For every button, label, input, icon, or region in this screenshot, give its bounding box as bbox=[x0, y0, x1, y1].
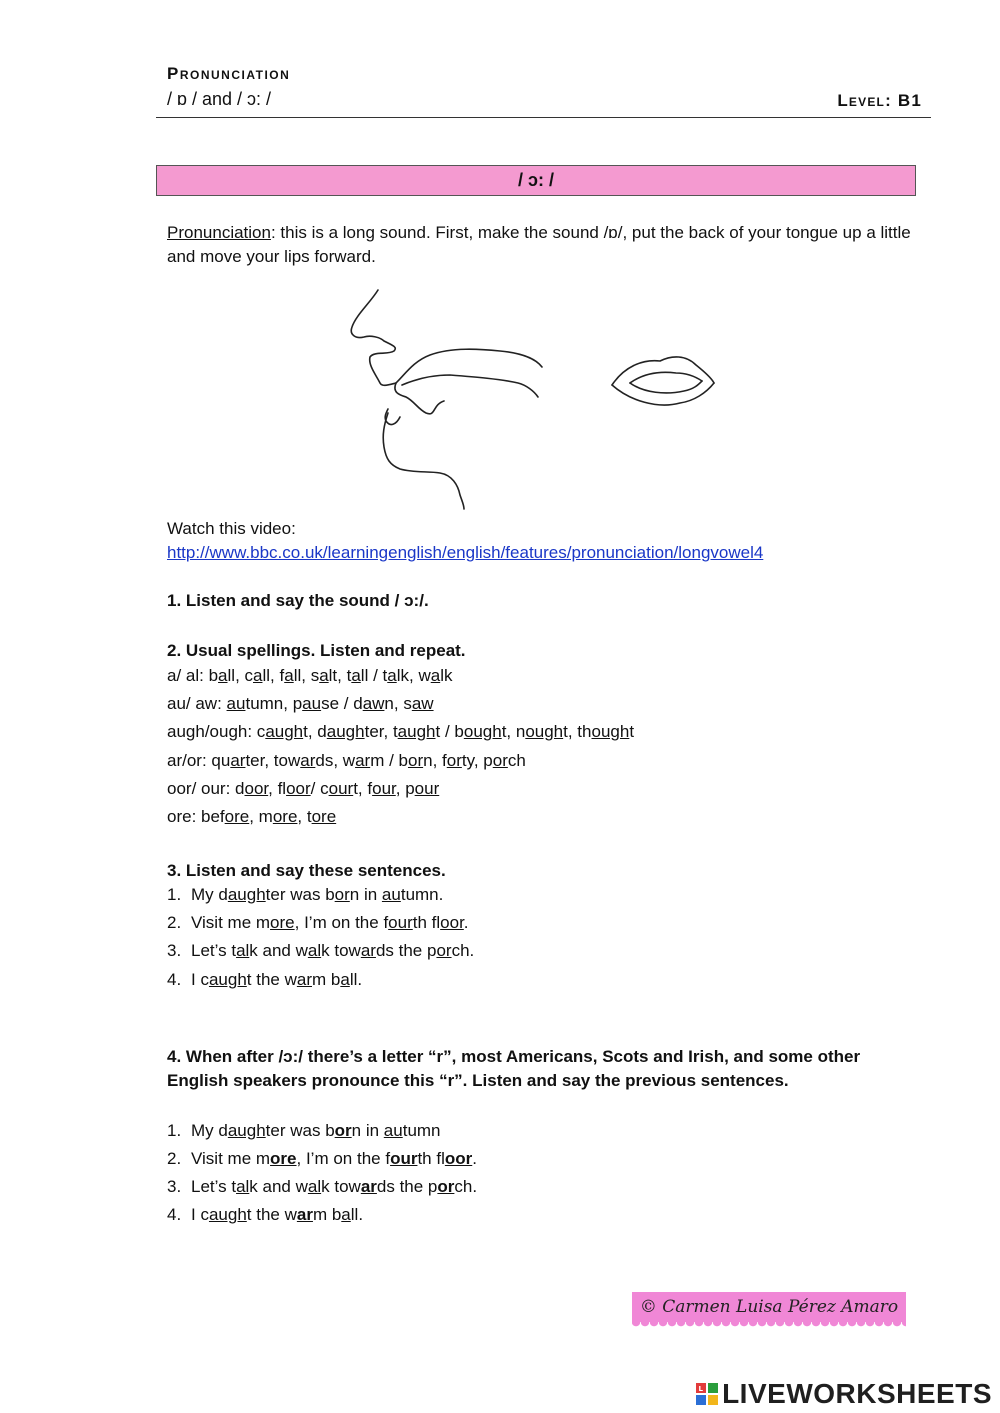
highlighted-spelling: or bbox=[436, 941, 452, 960]
highlighted-spelling: au bbox=[302, 694, 322, 713]
text-segment: ter, t bbox=[364, 722, 398, 741]
highlighted-spelling: augh bbox=[208, 970, 247, 989]
text-segment: ch. bbox=[454, 1177, 478, 1196]
text-segment: , p bbox=[395, 779, 415, 798]
highlighted-spelling: al bbox=[307, 941, 322, 960]
text-segment: tumn bbox=[402, 1121, 441, 1140]
highlighted-spelling: ore bbox=[270, 913, 295, 932]
text-segment: ll. bbox=[349, 970, 363, 989]
text-segment: th fl bbox=[412, 913, 441, 932]
text-segment: Let’s t bbox=[191, 1177, 237, 1196]
text-segment: . bbox=[463, 913, 469, 932]
sentence-item bbox=[167, 911, 469, 935]
highlighted-spelling: al bbox=[236, 941, 250, 960]
highlighted-spelling: or bbox=[492, 751, 508, 770]
text-segment: ds the p bbox=[375, 941, 437, 960]
highlighted-r-spelling: or bbox=[437, 1177, 455, 1196]
sentence-number: 3. bbox=[167, 941, 182, 960]
text-segment: t, th bbox=[563, 722, 592, 741]
text-segment: k and w bbox=[249, 1177, 308, 1196]
highlighted-spelling: augh bbox=[265, 722, 304, 741]
highlighted-spelling: ar bbox=[360, 941, 376, 960]
text-segment: ter was b bbox=[265, 885, 335, 904]
logo-mark-text: L bbox=[698, 1385, 704, 1393]
highlighted-spelling: augh bbox=[208, 1205, 247, 1224]
spelling-line bbox=[167, 777, 439, 801]
highlighted-spelling: ore bbox=[311, 807, 337, 826]
spelling-line bbox=[167, 805, 336, 829]
text-segment: n in bbox=[349, 885, 382, 904]
highlighted-spelling: au bbox=[226, 694, 246, 713]
text-segment: th fl bbox=[417, 1149, 445, 1168]
highlighted-spelling: ore bbox=[272, 807, 298, 826]
highlighted-r-spelling: ore bbox=[270, 1149, 297, 1168]
sentence-number: 2. bbox=[167, 913, 182, 932]
text-segment: t, f bbox=[353, 779, 373, 798]
highlighted-spelling: a bbox=[351, 666, 361, 685]
text-segment: lk, w bbox=[396, 666, 431, 685]
spelling-line bbox=[167, 664, 452, 688]
text-segment: augh/ough: c bbox=[167, 722, 266, 741]
text-segment: ds the p bbox=[376, 1177, 438, 1196]
sentence-item bbox=[167, 968, 362, 992]
text-segment: se / d bbox=[321, 694, 363, 713]
sentence-number: 1. bbox=[167, 885, 182, 904]
sentence-item bbox=[167, 883, 443, 907]
sentence-item bbox=[167, 1147, 477, 1171]
text-segment: ds, w bbox=[315, 751, 356, 770]
highlighted-r-spelling: ar bbox=[296, 1205, 313, 1224]
pronunciation-text: : this is a long sound. First, make the sound /ɒ/, put the back of your tongue up a little and move your lips forward. bbox=[167, 223, 911, 266]
text-segment: ter, tow bbox=[245, 751, 301, 770]
highlighted-spelling: ar bbox=[230, 751, 246, 770]
highlighted-spelling: ough bbox=[525, 722, 564, 741]
highlighted-spelling: or bbox=[407, 751, 424, 770]
highlighted-spelling: ough bbox=[591, 722, 630, 741]
highlighted-spelling: a bbox=[341, 1205, 351, 1224]
text-segment: n, s bbox=[384, 694, 412, 713]
text-segment: n, f bbox=[423, 751, 447, 770]
highlighted-spelling: al bbox=[307, 1177, 322, 1196]
sentence-item bbox=[167, 939, 474, 963]
badge-scallop bbox=[632, 1322, 906, 1330]
highlighted-spelling: a bbox=[319, 666, 329, 685]
text-segment: t bbox=[629, 722, 635, 741]
text-segment: t, n bbox=[501, 722, 526, 741]
sentence-number: 1. bbox=[167, 1121, 182, 1140]
highlighted-spelling: a bbox=[387, 666, 397, 685]
highlighted-spelling: our bbox=[414, 779, 440, 798]
worksheet-subtitle: / ɒ / and / ɔ: / bbox=[167, 89, 272, 109]
text-segment: ll / t bbox=[360, 666, 388, 685]
text-segment: ll, f bbox=[262, 666, 285, 685]
text-segment: , I’m on the f bbox=[296, 1149, 391, 1168]
text-segment: Visit me m bbox=[191, 1149, 271, 1168]
exercise-3-heading: 3. Listen and say these sentences. bbox=[167, 861, 446, 880]
text-segment: au/ aw: bbox=[167, 694, 227, 713]
highlighted-spelling: aw bbox=[362, 694, 385, 713]
sentence-item bbox=[167, 1203, 363, 1227]
highlighted-spelling: ore bbox=[224, 807, 250, 826]
text-segment: lt, t bbox=[328, 666, 352, 685]
exercise-1-heading: 1. Listen and say the sound / ɔ:/. bbox=[167, 591, 429, 610]
text-segment: t, d bbox=[303, 722, 327, 741]
text-segment: t the w bbox=[246, 1205, 297, 1224]
highlighted-spelling: oor bbox=[244, 779, 269, 798]
video-link[interactable]: http://www.bbc.co.uk/learningenglish/english/features/pronunciation/longvowel4 bbox=[167, 543, 764, 562]
highlighted-spelling: a bbox=[218, 666, 228, 685]
text-segment: ar/or: qu bbox=[167, 751, 231, 770]
highlighted-spelling: augh bbox=[227, 1121, 266, 1140]
highlighted-spelling: our bbox=[388, 913, 413, 932]
sound-banner: / ɔ: / bbox=[156, 165, 916, 196]
highlighted-spelling: ough bbox=[463, 722, 502, 741]
sentence-number: 4. bbox=[167, 970, 182, 989]
text-segment: ter was b bbox=[265, 1121, 335, 1140]
highlighted-spelling: or bbox=[334, 885, 350, 904]
highlighted-spelling: aw bbox=[411, 694, 434, 713]
text-segment: a/ al: b bbox=[167, 666, 219, 685]
text-segment: n in bbox=[351, 1121, 384, 1140]
text-segment: k tow bbox=[321, 1177, 361, 1196]
highlighted-spelling: ar bbox=[300, 751, 316, 770]
sentence-number: 4. bbox=[167, 1205, 182, 1224]
highlighted-spelling: ar bbox=[355, 751, 371, 770]
text-segment: I c bbox=[191, 970, 209, 989]
highlighted-spelling: a bbox=[430, 666, 441, 685]
text-segment: k and w bbox=[249, 941, 308, 960]
highlighted-r-spelling: ar bbox=[360, 1177, 377, 1196]
text-segment: lk bbox=[440, 666, 453, 685]
text-segment: k tow bbox=[321, 941, 361, 960]
video-label: Watch this video: bbox=[167, 519, 296, 538]
sentence-number: 3. bbox=[167, 1177, 182, 1196]
text-segment: oor/ our: d bbox=[167, 779, 245, 798]
text-segment: Let’s t bbox=[191, 941, 237, 960]
text-segment: My d bbox=[191, 1121, 228, 1140]
highlighted-spelling: a bbox=[284, 666, 294, 685]
level-label: Level: B1 bbox=[837, 91, 922, 110]
highlighted-spelling: augh bbox=[326, 722, 365, 741]
text-segment: m / b bbox=[370, 751, 408, 770]
text-segment: , fl bbox=[268, 779, 287, 798]
text-segment: ty, p bbox=[461, 751, 493, 770]
text-segment: ll. bbox=[350, 1205, 364, 1224]
text-segment: Visit me m bbox=[191, 913, 271, 932]
highlighted-spelling: augh bbox=[227, 885, 266, 904]
highlighted-spelling: oor bbox=[286, 779, 311, 798]
sentence-item bbox=[167, 1119, 441, 1143]
highlighted-spelling: au bbox=[383, 1121, 403, 1140]
highlighted-spelling: augh bbox=[397, 722, 436, 741]
text-segment: / c bbox=[310, 779, 329, 798]
highlighted-spelling: oor bbox=[440, 913, 464, 932]
sentence-number: 2. bbox=[167, 1149, 182, 1168]
highlighted-r-spelling: oor bbox=[444, 1149, 473, 1168]
text-segment: My d bbox=[191, 885, 228, 904]
spelling-line bbox=[167, 749, 526, 773]
text-segment: m b bbox=[312, 970, 341, 989]
highlighted-spelling: au bbox=[381, 885, 401, 904]
liveworksheets-logo[interactable] bbox=[696, 1378, 992, 1410]
mouth-illustration bbox=[340, 285, 730, 510]
text-segment: I c bbox=[191, 1205, 209, 1224]
text-segment: ch bbox=[507, 751, 526, 770]
header-divider bbox=[156, 117, 931, 118]
highlighted-spelling: our bbox=[328, 779, 354, 798]
spelling-line bbox=[167, 720, 634, 744]
highlighted-r-spelling: our bbox=[390, 1149, 418, 1168]
sentence-item bbox=[167, 1175, 477, 1199]
text-segment: , t bbox=[297, 807, 312, 826]
exercise-4-heading-cont: English speakers pronounce this “r”. Listen and say the previous sentences. bbox=[167, 1071, 789, 1090]
highlighted-spelling: ar bbox=[296, 970, 312, 989]
exercise-4-heading: 4. When after /ɔ:/ there’s a letter “r”, most Americans, Scots and Irish, and some other bbox=[167, 1047, 861, 1066]
highlighted-spelling: a bbox=[253, 666, 263, 685]
liveworksheets-wordmark: LIVEWORKSHEETS bbox=[722, 1378, 992, 1409]
text-segment: , m bbox=[249, 807, 273, 826]
liveworksheets-logo-icon bbox=[696, 1383, 718, 1405]
exercise-2-heading: 2. Usual spellings. Listen and repeat. bbox=[167, 641, 466, 660]
copyright-badge: © Carmen Luisa Pérez Amaro bbox=[632, 1292, 906, 1322]
text-segment: m b bbox=[312, 1205, 342, 1224]
text-segment: . bbox=[472, 1149, 477, 1168]
highlighted-spelling: our bbox=[372, 779, 396, 798]
text-segment: t / b bbox=[435, 722, 464, 741]
pronunciation-label: Pronunciation bbox=[167, 223, 271, 242]
highlighted-spelling: a bbox=[340, 970, 350, 989]
text-segment: ll, c bbox=[227, 666, 254, 685]
highlighted-r-spelling: or bbox=[334, 1121, 352, 1140]
text-segment: ll, s bbox=[293, 666, 320, 685]
text-segment: t the w bbox=[246, 970, 297, 989]
text-segment: ch. bbox=[451, 941, 475, 960]
spelling-line bbox=[167, 692, 434, 716]
highlighted-spelling: al bbox=[236, 1177, 250, 1196]
highlighted-spelling: or bbox=[446, 751, 462, 770]
text-segment: , I’m on the f bbox=[294, 913, 389, 932]
text-segment: tumn, p bbox=[245, 694, 303, 713]
text-segment: tumn. bbox=[400, 885, 444, 904]
worksheet-title: Pronunciation bbox=[167, 64, 291, 83]
text-segment: ore: bef bbox=[167, 807, 225, 826]
pronunciation-paragraph bbox=[167, 221, 917, 269]
